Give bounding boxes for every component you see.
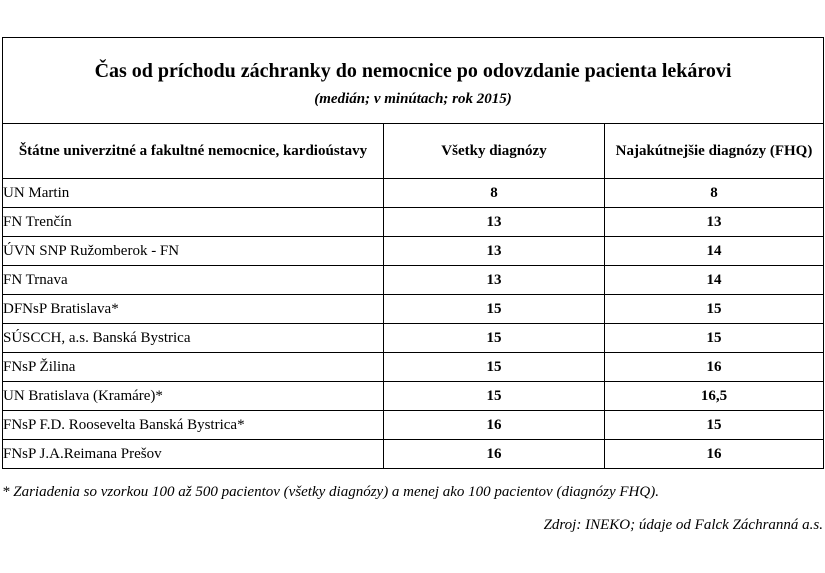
all-diagnoses-value: 15 [384,324,605,353]
all-diagnoses-value: 16 [384,411,605,440]
table-row [3,179,824,208]
all-diagnoses-value: 13 [384,266,605,295]
fhq-diagnoses-value: 16,5 [605,382,824,411]
all-diagnoses-value: 13 [384,237,605,266]
fhq-diagnoses-value: 15 [605,295,824,324]
hospital-name-cell: ÚVN SNP Ružomberok - FN [3,237,384,266]
table-row [3,266,824,295]
fhq-diagnoses-value: 14 [605,237,824,266]
fhq-diagnoses-value: 16 [605,440,824,469]
fhq-diagnoses-value: 14 [605,266,824,295]
table-row [3,324,824,353]
all-diagnoses-value: 8 [384,179,605,208]
header-fhq-diagnoses: Najakútnejšie diagnózy (FHQ) [605,124,824,179]
hospital-name-cell: FNsP J.A.Reimana Prešov [3,440,384,469]
hospital-name-cell: UN Martin [3,179,384,208]
hospital-name-cell: FN Trenčín [3,208,384,237]
fhq-diagnoses-value: 13 [605,208,824,237]
all-diagnoses-value: 15 [384,295,605,324]
table-title: Čas od príchodu záchranky do nemocnice po odovzdanie pacienta lekárovi [94,59,732,82]
all-diagnoses-value: 15 [384,353,605,382]
footnote: * Zariadenia so vzorkou 100 až 500 pacientov (všetky diagnózy) a menej ako 100 pacientov (diagnózy FHQ). [2,484,659,500]
header-all-diagnoses: Všetky diagnózy [384,124,605,179]
table-row [3,411,824,440]
header-row [3,124,824,179]
fhq-diagnoses-value: 8 [605,179,824,208]
table-row [3,440,824,469]
hospital-name-cell: FNsP F.D. Roosevelta Banská Bystrica* [3,411,384,440]
table-body [3,179,824,469]
hospital-name-cell: SÚSCCH, a.s. Banská Bystrica [3,324,384,353]
table-row [3,295,824,324]
hospital-name-cell: FNsP Žilina [3,353,384,382]
data-table [2,37,824,469]
header-hospital: Štátne univerzitné a fakultné nemocnice, kardioústavy [3,124,384,179]
fhq-diagnoses-value: 16 [605,353,824,382]
fhq-diagnoses-value: 15 [605,411,824,440]
table-subtitle: (medián; v minútach; rok 2015) [314,90,512,107]
hospital-name-cell: FN Trnava [3,266,384,295]
all-diagnoses-value: 13 [384,208,605,237]
source-note: Zdroj: INEKO; údaje od Falck Záchranná a.s. [543,517,823,533]
hospital-name-cell: DFNsP Bratislava* [3,295,384,324]
fhq-diagnoses-value: 15 [605,324,824,353]
all-diagnoses-value: 15 [384,382,605,411]
title-cell [3,38,824,124]
table-row [3,353,824,382]
table-row [3,208,824,237]
table-row [3,382,824,411]
title-row [3,38,824,124]
table-row [3,237,824,266]
all-diagnoses-value: 16 [384,440,605,469]
hospital-name-cell: UN Bratislava (Kramáre)* [3,382,384,411]
